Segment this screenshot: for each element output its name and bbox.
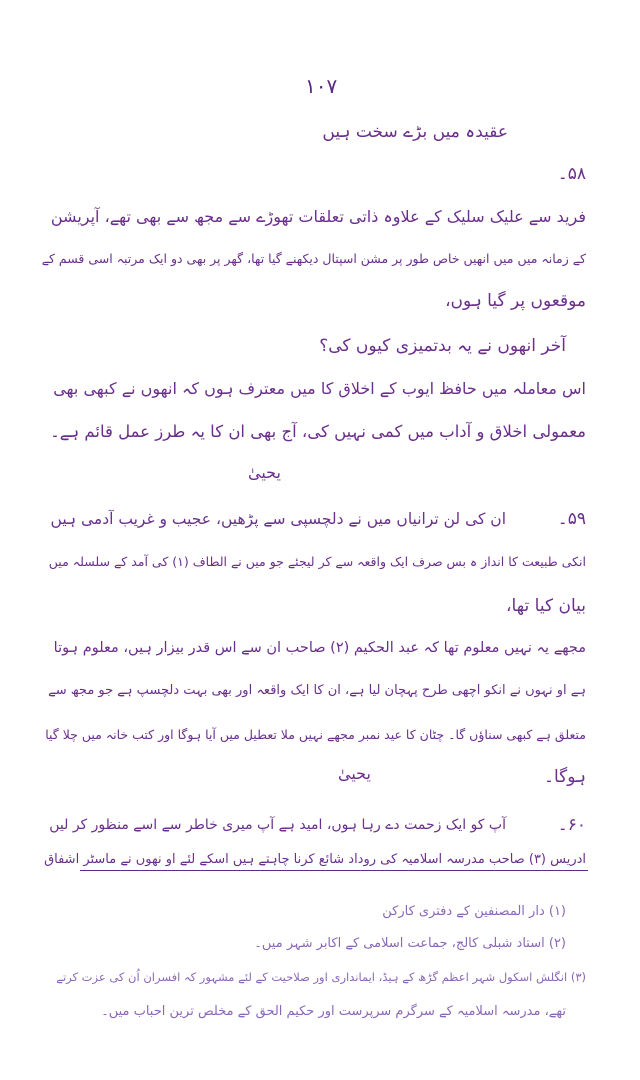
text-line: فرید سے علیک سلیک کے علاوہ ذاتی تعلقات تھوڑے سے مجھ سے بھی تھے، آپریشن — [50, 207, 586, 226]
text-line: انکی طبیعت کا انداز ہ بس صرف ایک واقعہ سے کر لیجئے جو میں نے الطاف (۱) کی آمد کے سلسلہ میں — [48, 554, 586, 569]
text-line: ان کی لن ترانیاں میں نے دلچسپی سے پڑھیں، عجیب و غریب آدمی ہیں — [50, 510, 506, 528]
text-line: موقعوں پر گیا ہوں، — [445, 291, 586, 311]
text-line: مجھے یہ نہیں معلوم تھا کہ عبد الحکیم (۲) صاحب ان سے اس قدر بیزار ہیں، معلوم ہوتا — [53, 640, 586, 656]
text-line: کے زمانہ میں میں انھیں خاص طور پر مشن اسپتال دیکھنے گیا تھا، گھر پر بھی دو ایک مرتبہ اسی قسم کے — [41, 251, 586, 266]
text-line: اس معاملہ میں حافظ ایوب کے اخلاق کا میں معترف ہوں کہ انھوں نے کبھی بھی — [53, 379, 586, 398]
text-line: بیان کیا تھا، — [506, 596, 586, 616]
footnote: (۲) استاد شبلی کالج، جماعت اسلامی کے اکابر شہر میں۔ — [254, 936, 566, 951]
footnote: (۱) دار المصنفین کے دفتری کارکن — [382, 904, 566, 919]
text-line: عقیدہ میں بڑے سخت ہیں — [322, 122, 508, 142]
text-line: آخر انھوں نے یہ بدتمیزی کیوں کی؟ — [319, 336, 566, 356]
text-line: معمولی اخلاق و آداب میں کمی نہیں کی، آج بھی ان کا یہ طرز عمل قائم ہے۔ — [50, 422, 586, 441]
text-line: ادریس (۳) صاحب مدرسہ اسلامیہ کی روداد شائع کرنا چاہتے ہیں اسکے لئے او نھوں نے ماسٹر اشفاق — [44, 852, 586, 867]
item-number: ۵۹۔ — [557, 509, 586, 529]
footnote: تھے، مدرسہ اسلامیہ کے سرگرم سرپرست اور حکیم الحق کے مخلص ترین احباب میں۔ — [101, 1004, 566, 1019]
item-number: ۵۸۔ — [557, 164, 586, 184]
footnote: (۳) انگلش اسکول شہر اعظم گڑھ کے ہیڈ، ایمانداری اور صلاحیت کے لئے مشہور کہ افسران اُن کی عزت کرتے — [56, 970, 586, 984]
page-number: ۱۰۷ — [305, 74, 338, 98]
footnote-separator — [80, 870, 588, 871]
signature: یحییٰ — [248, 463, 281, 482]
text-line: آپ کو ایک زحمت دے رہا ہوں، امید ہے آپ میری خاطر سے اسے منظور کر لیں — [49, 817, 506, 833]
text-line: متعلق ہے کبھی سناؤں گا۔ چٹان کا عید نمبر مجھے نہیں ملا تعطیل میں آیا ہوگا اور کتب خانہ میں چلا گیا — [45, 727, 586, 742]
text-line: ہے او نہوں نے انکو اچھی طرح پہچان لیا ہے، ان کا ایک واقعہ اور بھی بہت دلچسپ ہے جو مجھ سے — [48, 683, 586, 698]
text-line: ہوگا۔ — [544, 767, 586, 787]
item-number: ۶۰۔ — [557, 815, 586, 835]
signature: یحییٰ — [338, 764, 371, 783]
